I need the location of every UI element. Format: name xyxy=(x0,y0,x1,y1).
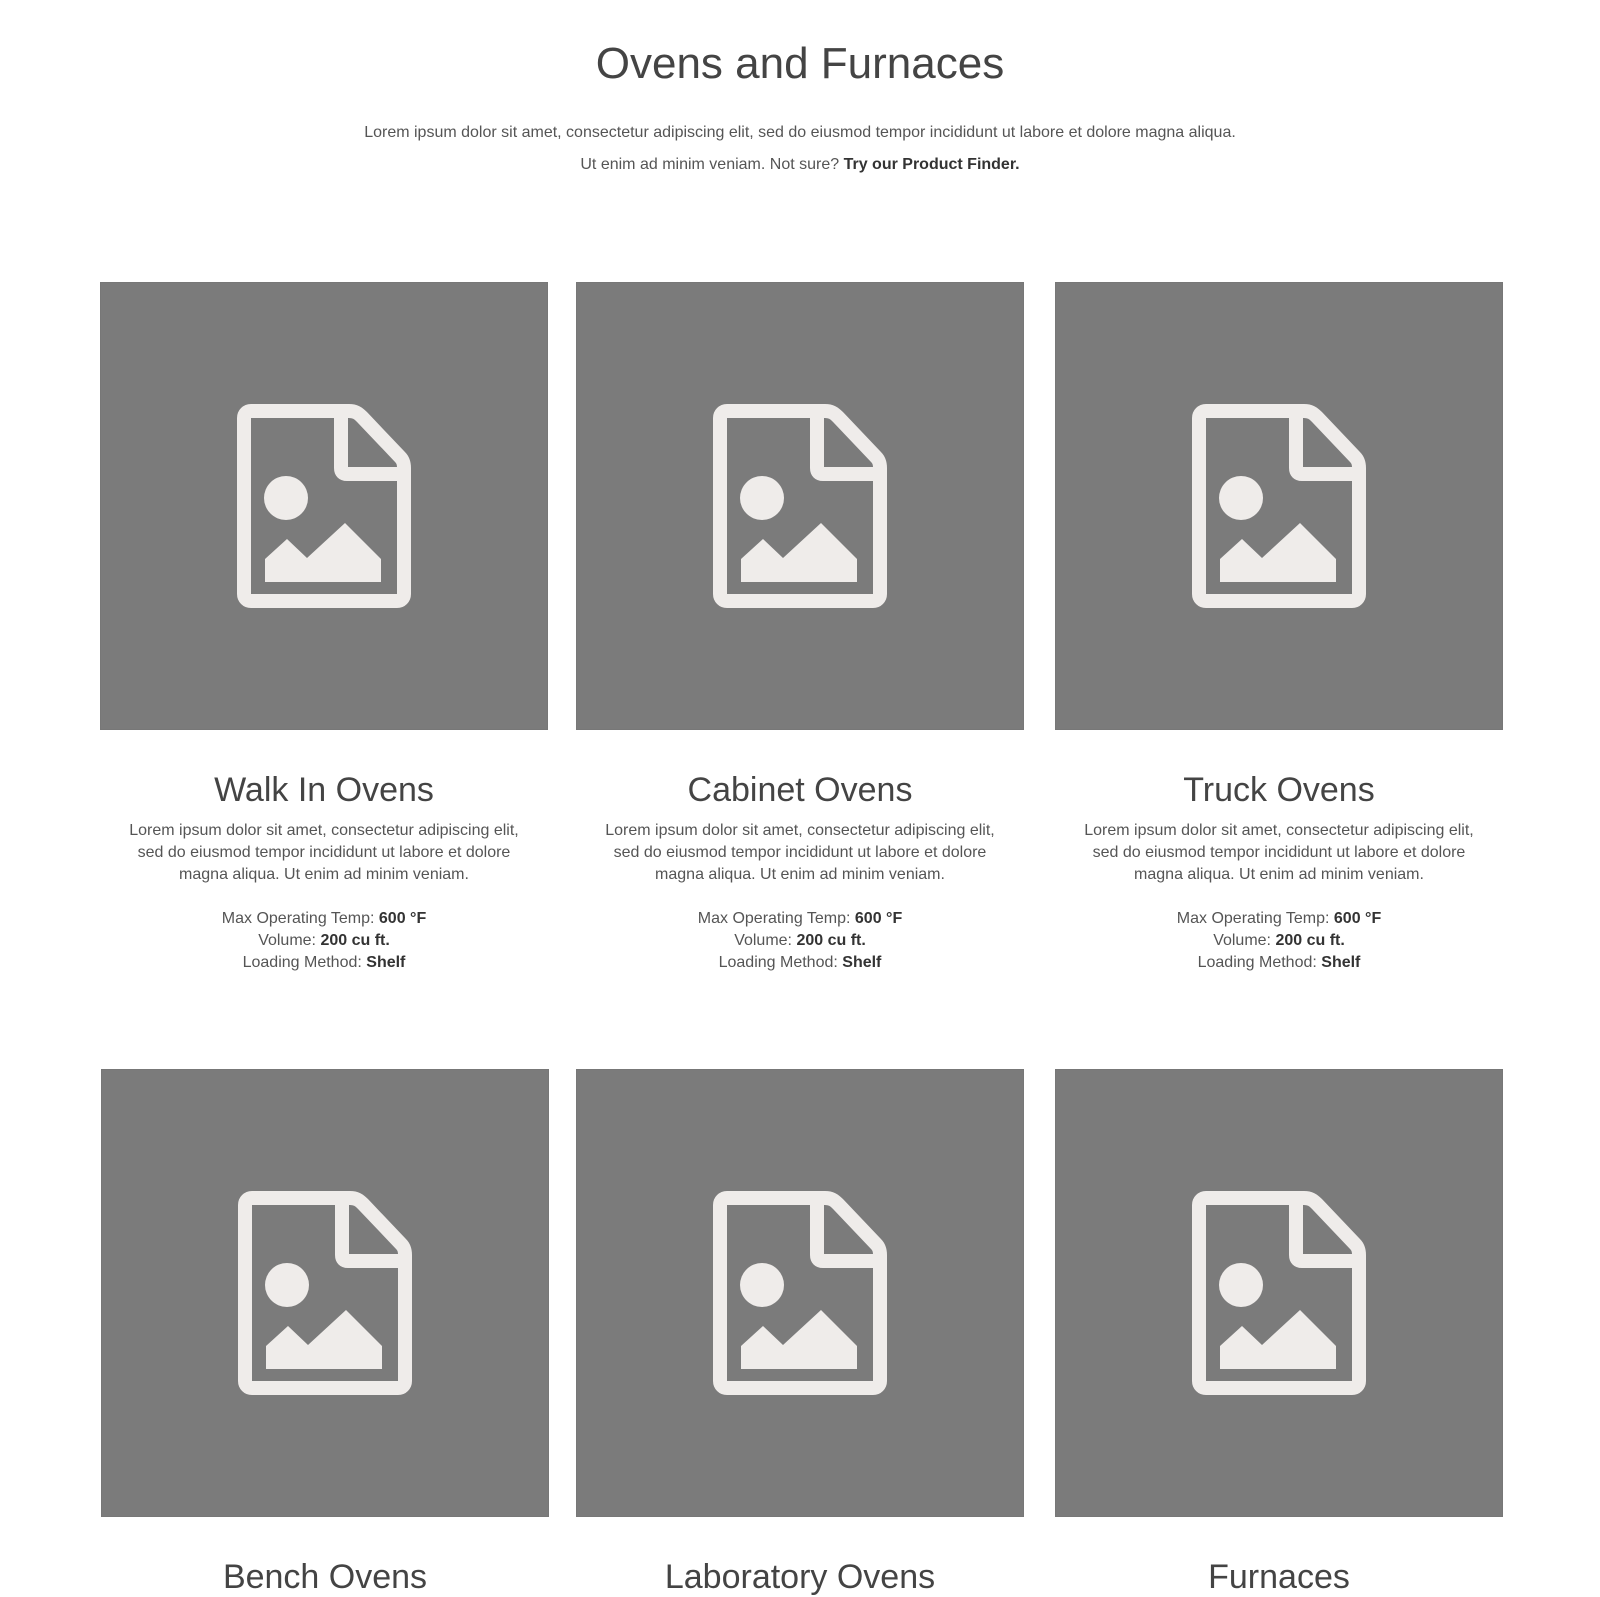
product-description: Lorem ipsum dolor sit amet, consectetur adipiscing elit, sed do eiusmod tempor incididunt ut labore et dolore magna aliqua. Ut enim ad minim veniam. xyxy=(605,822,995,883)
spec-value: Shelf xyxy=(842,954,882,971)
spec-max-temp xyxy=(576,908,1024,930)
product-image-placeholder[interactable] xyxy=(100,282,548,730)
product-image-placeholder[interactable] xyxy=(1055,282,1503,730)
spec-loading-method xyxy=(1055,952,1503,974)
product-card-bench-ovens[interactable] xyxy=(101,1069,549,1597)
spec-value: 600 °F xyxy=(854,910,903,927)
product-specs xyxy=(100,908,548,974)
spec-volume xyxy=(1055,930,1503,952)
spec-value: 200 cu ft. xyxy=(1275,932,1345,949)
image-file-icon xyxy=(1192,1191,1366,1395)
spec-label: Max Operating Temp: xyxy=(697,910,851,927)
spec-volume xyxy=(100,930,548,952)
intro-text xyxy=(355,117,1245,181)
product-specs xyxy=(1055,908,1503,974)
product-title[interactable]: Laboratory Ovens xyxy=(664,1558,936,1596)
image-file-icon xyxy=(713,1191,887,1395)
spec-volume xyxy=(576,930,1024,952)
spec-value: 600 °F xyxy=(378,910,427,927)
spec-loading-method xyxy=(100,952,548,974)
spec-label: Loading Method: xyxy=(242,954,362,971)
spec-max-temp xyxy=(1055,908,1503,930)
product-title[interactable]: Cabinet Ovens xyxy=(687,771,913,809)
spec-loading-method xyxy=(576,952,1024,974)
spec-value: Shelf xyxy=(1321,954,1361,971)
product-card-laboratory-ovens[interactable] xyxy=(576,1069,1024,1597)
product-image-placeholder[interactable] xyxy=(576,282,1024,730)
product-description: Lorem ipsum dolor sit amet, consectetur adipiscing elit, sed do eiusmod tempor incididunt ut labore et dolore magna aliqua. Ut enim ad minim veniam. xyxy=(129,822,519,883)
spec-value: Shelf xyxy=(366,954,406,971)
product-card-furnaces[interactable] xyxy=(1055,1069,1503,1597)
product-image-placeholder[interactable] xyxy=(1055,1069,1503,1517)
spec-value: 600 °F xyxy=(1333,910,1382,927)
product-title[interactable]: Bench Ovens xyxy=(222,1558,428,1596)
spec-label: Loading Method: xyxy=(1197,954,1317,971)
image-file-icon xyxy=(1192,404,1366,608)
product-title[interactable]: Furnaces xyxy=(1208,1558,1350,1596)
product-image-placeholder[interactable] xyxy=(576,1069,1024,1517)
spec-label: Volume: xyxy=(734,932,792,949)
spec-value: 200 cu ft. xyxy=(320,932,390,949)
spec-max-temp xyxy=(100,908,548,930)
image-file-icon xyxy=(237,404,411,608)
product-card-walk-in-ovens[interactable] xyxy=(100,282,548,974)
spec-label: Max Operating Temp: xyxy=(221,910,375,927)
product-card-cabinet-ovens[interactable] xyxy=(576,282,1024,974)
spec-value: 200 cu ft. xyxy=(796,932,866,949)
product-description: Lorem ipsum dolor sit amet, consectetur adipiscing elit, sed do eiusmod tempor incididunt ut labore et dolore magna aliqua. Ut enim ad minim veniam. xyxy=(1084,822,1474,883)
intro-body: Lorem ipsum dolor sit amet, consectetur adipiscing elit, sed do eiusmod tempor incididunt ut labore et dolore magna aliqua. Ut enim ad minim veniam. Not sure? xyxy=(364,124,1236,173)
product-specs xyxy=(576,908,1024,974)
image-file-icon xyxy=(238,1191,412,1395)
product-card-truck-ovens[interactable] xyxy=(1055,282,1503,974)
product-title[interactable]: Walk In Ovens xyxy=(214,771,434,809)
image-file-icon xyxy=(713,404,887,608)
spec-label: Loading Method: xyxy=(718,954,838,971)
spec-label: Volume: xyxy=(1213,932,1271,949)
page-title: Ovens and Furnaces xyxy=(595,39,1005,88)
spec-label: Max Operating Temp: xyxy=(1176,910,1330,927)
spec-label: Volume: xyxy=(258,932,316,949)
product-image-placeholder[interactable] xyxy=(101,1069,549,1517)
product-title[interactable]: Truck Ovens xyxy=(1183,771,1375,809)
product-finder-link[interactable]: Try our Product Finder. xyxy=(843,156,1020,173)
